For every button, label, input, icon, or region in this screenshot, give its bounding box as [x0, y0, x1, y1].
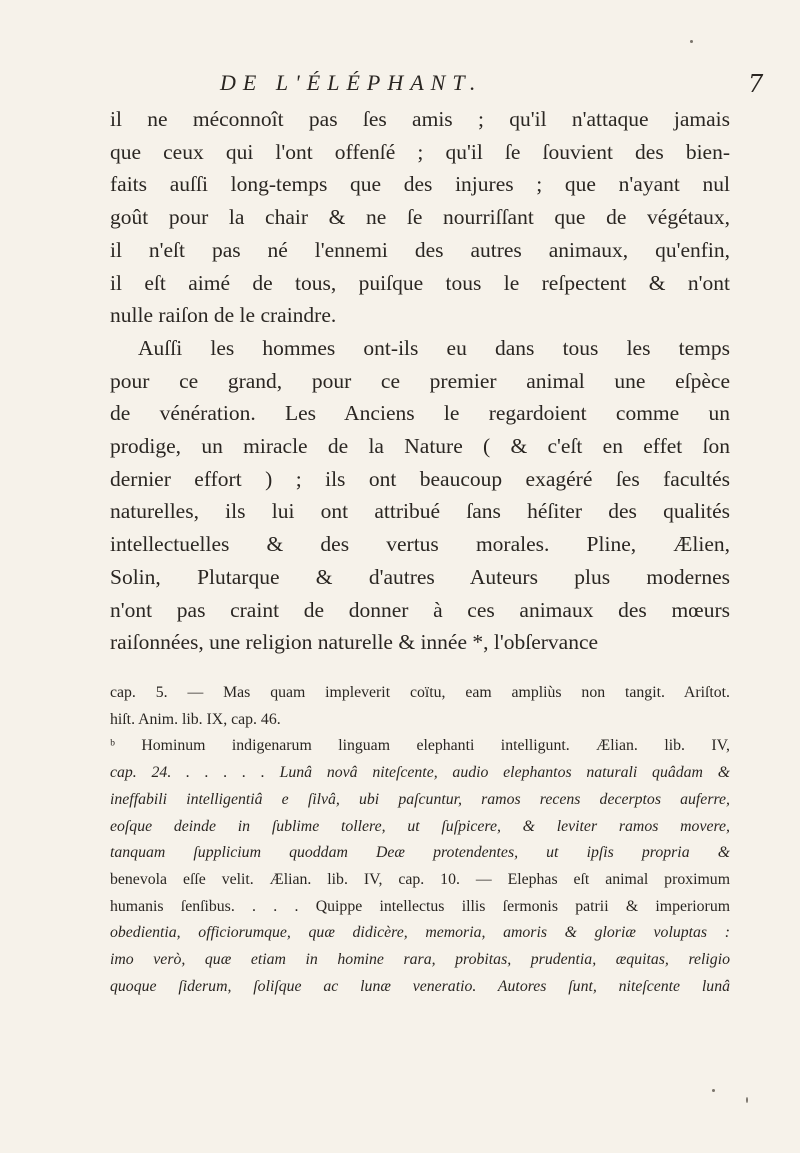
text-line: pour ce grand, pour ce premier animal une eſpèce [110, 368, 730, 393]
footnote-line: humanis ſenſibus. . . . Quippe intellectus illis ſermonis patrii & imperiorum [110, 897, 730, 915]
text-line: goût pour la chair & ne ſe nourriſſant que de végétaux, [110, 205, 730, 230]
text-line: il n'eſt pas né l'ennemi des autres animaux, qu'enfin, [110, 237, 730, 262]
text-line: naturelles, ils lui ont attribué ſans héſiter des qualités [110, 499, 730, 524]
page-number: 7 [748, 70, 764, 98]
footnotes [110, 680, 730, 1000]
text-line: Solin, Plutarque & d'autres Auteurs plus modernes [110, 564, 730, 589]
footnote-line: imo verò, quæ etiam in homine rara, probitas, prudentia, æquitas, religio [110, 951, 730, 969]
text-line: raiſonnées, une religion naturelle & innée *, l'obſervance [110, 630, 599, 655]
footnote-line: cap. 5. — Mas quam impleverit coïtu, eam ampliùs non tangit. Ariſtot. [110, 684, 730, 701]
footnote-line: ineffabili intelligentiâ e ſilvâ, ubi paſcuntur, ramos recens decerptos auferre, [110, 790, 730, 808]
ink-speck [690, 40, 693, 43]
footnote-line: hiſt. Anim. lib. IX, cap. 46. [110, 710, 281, 728]
running-title: DE L'ÉLÉPHANT. [220, 70, 483, 95]
ink-speck [712, 1089, 715, 1092]
footnote-line: eoſque deinde in ſublime tollere, ut ſuſpicere, & leviter ramos movere, [110, 817, 730, 835]
text-line: il ne méconnoît pas ſes amis ; qu'il n'attaque jamais [110, 107, 730, 131]
text-line: Auſſi les hommes ont-ils eu dans tous les temps [138, 335, 730, 360]
text-line: nulle raiſon de le craindre. [110, 303, 337, 328]
footnote-line: quoque ſiderum, ſoliſque ac lunæ veneratio. Autores ſunt, niteſcente lunâ [110, 977, 730, 995]
text-line: prodige, un miracle de la Nature ( & c'eſt en effet ſon [110, 434, 730, 459]
text-line: intellectuelles & des vertus morales. Pline, Ælien, [110, 532, 730, 557]
text-line: que ceux qui l'ont offenſé ; qu'il ſe ſouvient des bien- [110, 139, 730, 164]
running-header [0, 66, 800, 106]
ink-speck [746, 1097, 748, 1103]
text-line: dernier effort ) ; ils ont beaucoup exagéré ſes facultés [110, 466, 730, 491]
footnote-line: obedientia, officiorumque, quæ didicère, memoria, amoris & gloriæ voluptas : [110, 924, 730, 942]
footnote-line: benevola eſſe velit. Ælian. lib. IV, cap. 10. — Elephas eſt animal proximum [110, 870, 730, 888]
text-line: de vénération. Les Anciens le regardoient comme un [110, 401, 730, 426]
footnote-line: cap. 24. . . . . . Lunâ novâ niteſcente, audio elephantos naturali quâdam & [110, 764, 730, 782]
text-line: il eſt aimé de tous, puiſque tous le reſpectent & n'ont [110, 270, 730, 295]
footnote-line: ᵇ Hominum indigenarum linguam elephanti intelligunt. Ælian. lib. IV, [110, 737, 730, 755]
main-text [110, 103, 730, 659]
text-line: faits auſſi long-temps que des injures ; que n'ayant nul [110, 172, 730, 197]
text-line: n'ont pas craint de donner à ces animaux des mœurs [110, 597, 730, 622]
footnote-line: tanquam ſupplicium quoddam Deæ protendentes, ut ipſis propria & [110, 844, 730, 862]
